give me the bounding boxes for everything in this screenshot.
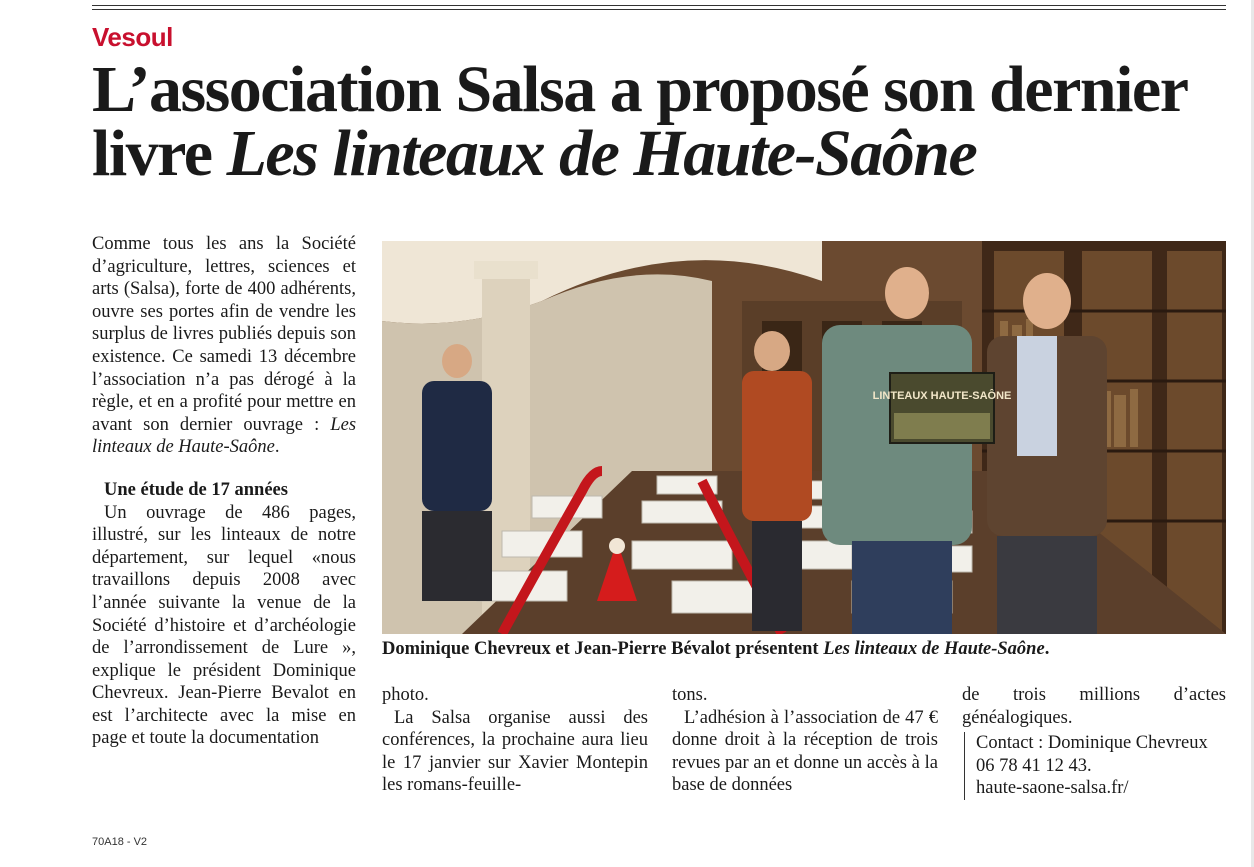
book-cover-text: LINTEAUX HAUTE-SAÔNE <box>872 390 1012 402</box>
top-rule-secondary <box>92 9 1226 10</box>
article-column-4 <box>962 684 1226 800</box>
contact-name: Contact : Dominique Chevreux <box>976 733 1208 754</box>
caption-text: Dominique Chevreux et Jean-Pierre Bévalot présentent <box>382 639 824 659</box>
caption-book-title: Les linteaux de Haute-Saône <box>823 639 1045 659</box>
article-column-2 <box>382 684 648 797</box>
conference-paragraph: La Salsa organise aussi des conférences, la prochaine aura lieu le 17 janvier sur Xavier Montepin les romans-feuille- <box>382 707 648 796</box>
col3-continuation: tons. <box>672 685 708 705</box>
page-code: 70A18 - V2 <box>92 836 148 848</box>
caption-end: . <box>1044 639 1050 659</box>
headline-book-title: Les linteaux de Haute-Saône <box>226 117 977 190</box>
photo-caption <box>382 638 1242 660</box>
headline-main: L’association Salsa a proposé son dernier livre <box>92 53 1187 190</box>
subheading: Une étude de 17 années <box>104 479 288 500</box>
intro-book-title: Les linteaux de Haute-Saône <box>92 414 357 458</box>
article-photo <box>382 241 1226 634</box>
contact-box <box>964 732 1226 800</box>
intro-text: Comme tous les ans la Société d’agriculture, lettres, sciences et arts (Salsa), forte de 400 adhérents, ouvre ses portes afin de vendre les surplus de livres publiés depuis son existence. Ce samedi 13 décembre l’association n’a pas dérogé à la règle, et en a profité pour mettre en avant son dernier ouvrage : <box>92 234 356 435</box>
book-held <box>873 373 1012 443</box>
membership-paragraph: L’adhésion à l’association de 47 € donne droit à la réception de trois revues par an et donne un accès à la base de données <box>672 707 938 796</box>
headline <box>92 53 1242 190</box>
col4-continuation: de trois millions d’actes généalogiques. <box>962 685 1226 728</box>
intro-paragraph <box>92 233 356 459</box>
article-column-3 <box>672 684 938 797</box>
col2-continuation: photo. <box>382 685 429 705</box>
article-column-1 <box>92 233 356 750</box>
study-paragraph: Un ouvrage de 486 pages, illustré, sur les linteaux de notre département, sur lequel «nous travaillons depuis 2008 avec l’année suivante la venue de la Société d’histoire et d’archéologie de l’arrondissement de Lure », explique le président Dominique Chevreux. Jean-Pierre Bevalot en est l’architecte avec la mise en page et toute la documentation <box>92 502 356 749</box>
top-rule <box>92 5 1226 6</box>
section-rubric: Vesoul <box>92 22 173 52</box>
contact-phone: 06 78 41 12 43. <box>976 755 1092 776</box>
contact-website: haute-saone-salsa.fr/ <box>976 778 1129 799</box>
intro-end: . <box>274 437 280 458</box>
photo-illustration <box>382 241 1226 634</box>
